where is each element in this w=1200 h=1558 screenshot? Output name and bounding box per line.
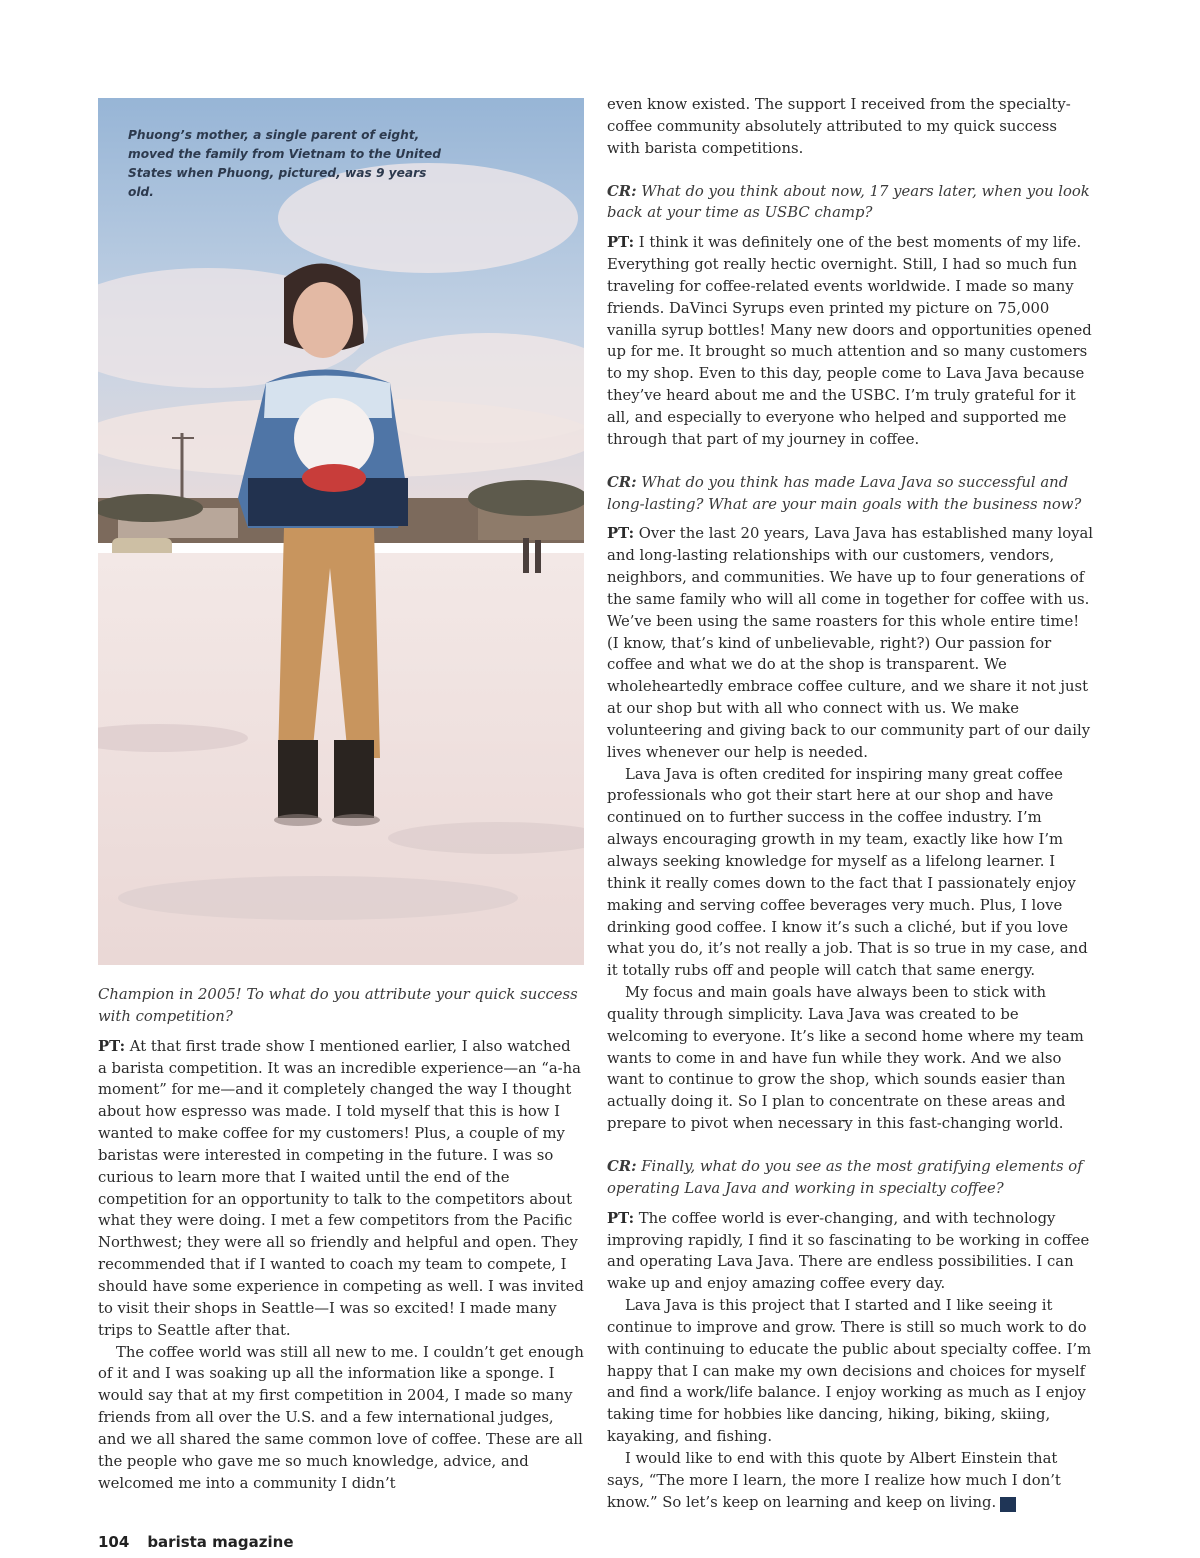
- question-success: CR: What do you think has made Lava Java so successful and long-lasting? What are your main goals with the business now?: [607, 473, 1082, 513]
- answer-gratifying-p3: I would like to end with this quote by Albert Einstein that says, “The more I learn, the more I realize how much I don’t know.” So let’s keep on learning and keep on living. b: [607, 1449, 1061, 1511]
- page-footer: [98, 1533, 294, 1551]
- question-usbc: CR: What do you think about now, 17 years later, when you look back at your time as USBC champ?: [607, 182, 1090, 222]
- end-mark-logo: b: [1000, 1497, 1016, 1512]
- answer-label: PT:: [607, 525, 635, 543]
- question-gratifying: CR: Finally, what do you see as the most gratifying elements of operating Lava Java and working in specialty coffee?: [607, 1157, 1083, 1197]
- photo-illustration: [98, 98, 584, 965]
- answer-label: PT:: [98, 1037, 126, 1055]
- answer-success-p1: PT: Over the last 20 years, Lava Java has established many loyal and long-lasting relationships with our customers, vendors, neighbors, and communities. We have up to four generations of the same family who will all come in together for coffee with us. We’ve been using the same roasters for this whole entire time! (I know, that’s kind of unbelievable, right?) Our passion for coffee and what we do at the shop is transparent. We wholeheartedly embrace coffee culture, and we share it not just at our shop but with all who connect with us. We make volunteering and giving back to our community part of our daily lives whenever our help is needed.: [607, 525, 1094, 761]
- answer-label: PT:: [607, 234, 635, 252]
- question-label: CR:: [607, 473, 637, 491]
- continued-paragraph: even know existed. The support I received from the specialty-coffee community absolutely attributed to my quick success with barista competitions.: [607, 96, 1071, 157]
- answer-gratifying-p2: Lava Java is this project that I started and I like seeing it continue to improve and grow. There is still so much work to do with continuing to educate the public about specialty coffee. I’m happy that I can make my own decisions and choices for myself and find a work/life balance. I enjoy working as much as I enjoy taking time for hobbies like dancing, hiking, biking, skiing, kayaking, and fishing.: [607, 1297, 1092, 1446]
- answer-success-p3: My focus and main goals have always been to stick with quality through simplicity. Lava Java was created to be welcoming to everyone. It’s like a second home where my team wants to come in and have fun while they work. And we also want to continue to grow the shop, which sounds easier than actually doing it. So I plan to concentrate on these areas and prepare to pivot when necessary in this fast-changing world.: [607, 984, 1084, 1133]
- answer-competition-p1: PT: At that first trade show I mentioned earlier, I also watched a barista competition. It was an incredible experience—an “a-ha moment” for me—and it completely changed the way I thought about how espresso was made. I told myself that this is how I wanted to make coffee for my customers! Plus, a couple of my baristas were interested in competing in the future. I was so curious to learn more that I waited until the end of the competition for an opportunity to talk to the competitors about what they were doing. I met a few competitors from the Pacific Northwest; they were all so friendly and helpful and open. They recommended that if I wanted to coach my team to compete, I should have some experience in competing as well. I was invited to visit their shops in Seattle—I was so excited! I made many trips to Seattle after that.: [98, 1037, 584, 1339]
- photo-caption: Phuong’s mother, a single parent of eight, moved the family from Vietnam to the United States when Phuong, pictured, was 9 years old.: [128, 128, 442, 199]
- answer-label: PT:: [607, 1209, 635, 1227]
- question-label: CR:: [607, 1157, 637, 1175]
- answer-usbc: PT: I think it was definitely one of the best moments of my life. Everything got really hectic overnight. Still, I had so much fun traveling for coffee-related events worldwide. I made so many friends. DaVinci Syrups even printed my picture on 75,000 vanilla syrup bottles! Many new doors and opportunities opened up for me. It brought so much attention and so many customers to my shop. Even to this day, people come to Lava Java because they’ve heard about me and the USBC. I’m truly grateful for it all, and especially to everyone who helped and supported me through that part of my journey in coffee.: [607, 234, 1092, 448]
- question-competition: Champion in 2005! To what do you attribute your quick success with competition?: [98, 986, 578, 1025]
- right-column: [607, 94, 1093, 1513]
- answer-competition-p2: The coffee world was still all new to me. I couldn’t get enough of it and I was soaking up all the information like a sponge. I would say that at my first competition in 2004, I made so many friends from all over the U.S. and a few international judges, and we all shared the same common love of coffee. These are all the people who gave me so much knowledge, advice, and welcomed me into a community I didn’t: [98, 1343, 584, 1492]
- answer-success-p2: Lava Java is often credited for inspiring many great coffee professionals who got their start here at our shop and have continued on to further success in the coffee industry. I’m always encouraging growth in my team, exactly like how I’m always seeking knowledge for myself as a lifelong learner. I think it really comes down to the fact that I passionately enjoy making and serving coffee beverages very much. Plus, I love drinking good coffee. I know it’s such a cliché, but if you love what you do, it’s not really a job. That is so true in my case, and it totally rubs off and people will catch that same energy.: [607, 765, 1088, 980]
- publication-name: barista magazine: [147, 1533, 294, 1551]
- answer-gratifying-p1: PT: The coffee world is ever-changing, and with technology improving rapidly, I find it so fascinating to be working in coffee and operating Lava Java. There are endless possibilities. I can wake up and enjoy amazing coffee every day.: [607, 1209, 1090, 1293]
- question-label: CR:: [607, 182, 637, 200]
- article-photo: [98, 98, 584, 965]
- left-column: [98, 984, 584, 1494]
- page-number: 104: [98, 1533, 130, 1551]
